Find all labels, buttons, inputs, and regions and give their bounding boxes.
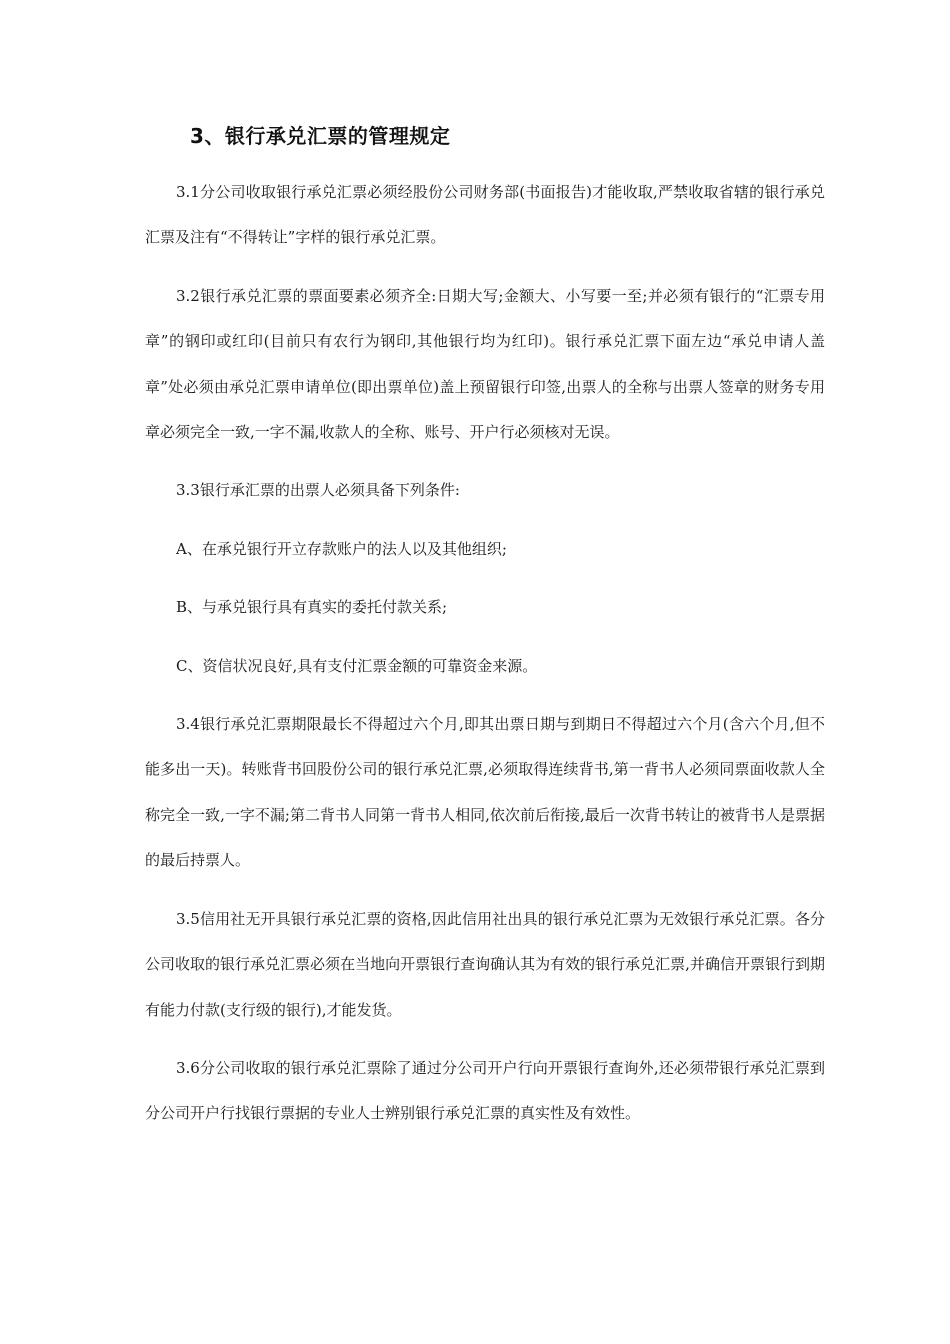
paragraph-3-3: 3.3银行承汇票的出票人必须具备下列条件:	[176, 481, 460, 500]
paragraph-3-4: 3.4银行承兑汇票期限最长不得超过六个月,即其出票日期与到期日不得超过六个月(含六个月,但不能多出一天)。转账背书回股份公司的银行承兑汇票,必须取得连续背书,第一背书人必须同票面收款人全称完全一致,一字不漏;第二背书人同第一背书人相同,依次前后衔接,最后一次背书转让的被背书人是票据的最后持票人。	[145, 715, 825, 870]
paragraph-3-5: 3.5信用社无开具银行承兑汇票的资格,因此信用社出具的银行承兑汇票为无效银行承兑汇票。各分公司收取的银行承兑汇票必须在当地向开票银行查询确认其为有效的银行承兑汇票,并确信开票银行到期有能力付款(支行级的银行),才能发货。	[145, 909, 825, 1019]
list-item-c: C、资信状况良好,具有支付汇票金额的可靠资金来源。	[176, 656, 538, 675]
paragraph-3-2: 3.2银行承兑汇票的票面要素必须齐全:日期大写;金额大、小写要一至;并必须有银行的“汇票专用章”的钢印或红印(目前只有农行为钢印,其他银行均为红印)。银行承兑汇票下面左边“承兑申请人盖章”处必须由承兑汇票申请单位(即出票单位)盖上预留银行印签,出票人的全称与出票人签章的财务专用章必须完全一致,一字不漏,收款人的全称、账号、开户行必须核对无误。	[145, 286, 825, 442]
list-item-b: B、与承兑银行具有真实的委托付款关系;	[176, 598, 448, 617]
section-title: 3、银行承兑汇票的管理规定	[190, 124, 451, 148]
document-body	[145, 170, 825, 1150]
paragraph-3-6: 3.6分公司收取的银行承兑汇票除了通过分公司开户行向开票银行查询外,还必须带银行承兑汇票到分公司开户行找银行票据的专业人士辨别银行承兑汇票的真实性及有效性。	[145, 1058, 825, 1123]
paragraph-3-1: 3.1分公司收取银行承兑汇票必须经股份公司财务部(书面报告)才能收取,严禁收取省辖的银行承兑汇票及注有“不得转让”字样的银行承兑汇票。	[145, 183, 825, 247]
list-item-a: A、在承兑银行开立存款账户的法人以及其他组织;	[176, 539, 507, 558]
